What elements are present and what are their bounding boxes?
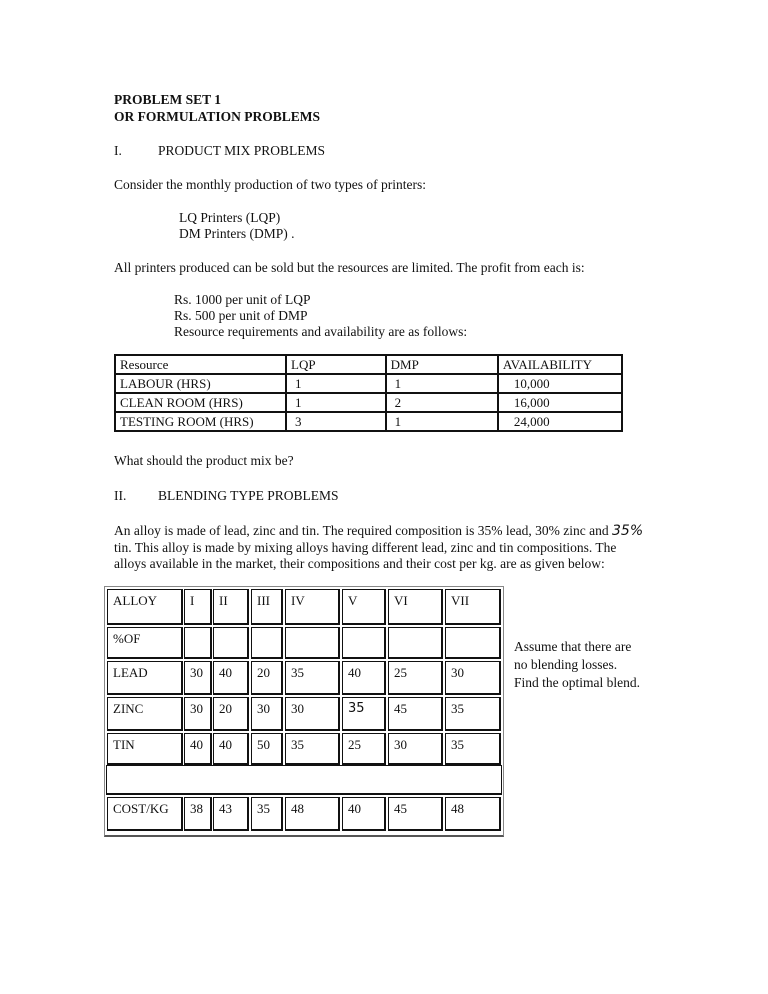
alloy-header-cell: ALLOY [107, 589, 183, 625]
resource-table [114, 354, 623, 432]
blank-row [106, 765, 502, 795]
alloy-cost-cell: 38 [184, 797, 212, 831]
table-header-cell: Resource [115, 355, 286, 374]
alloy-header-cell: I [184, 589, 212, 625]
alloy-cell: 40 [184, 733, 212, 765]
paragraph-emphasis: 35% [612, 523, 644, 539]
alloy-header-cell: IV [285, 589, 340, 625]
alloy-header-cell: II [213, 589, 249, 625]
alloy-row-label: COST/KG [107, 797, 183, 831]
resource-intro: Resource requirements and availability are as follows: [174, 324, 468, 339]
alloy-cost-cell: 43 [213, 797, 249, 831]
alloy-cell: 30 [251, 697, 283, 731]
alloy-header-cell: VII [445, 589, 501, 625]
printer-lqp: LQ Printers (LQP) [179, 210, 281, 225]
note-line3: Find the optimal blend. [514, 675, 640, 690]
table-cell: TESTING ROOM (HRS) [115, 412, 286, 431]
page-subtitle: OR FORMULATION PROBLEMS [114, 109, 321, 124]
empty-cell [285, 627, 340, 659]
pct-of-label: %OF [107, 627, 183, 659]
alloy-cell: 35 [285, 733, 340, 765]
section2-numeral: II. [114, 488, 127, 503]
alloy-cost-cell: 35 [251, 797, 283, 831]
profit-dmp: Rs. 500 per unit of DMP [174, 308, 308, 323]
alloy-cell: 30 [285, 697, 340, 731]
alloy-row-label: ZINC [107, 697, 183, 731]
table-cell: CLEAN ROOM (HRS) [115, 393, 286, 412]
table-cell: 16,000 [498, 393, 622, 412]
table-cell: 2 [386, 393, 498, 412]
alloy-header-cell: III [251, 589, 283, 625]
alloy-header-cell: V [342, 589, 386, 625]
table-header-cell: LQP [286, 355, 386, 374]
alloy-cell: 30 [445, 661, 501, 695]
alloy-cell: 40 [213, 661, 249, 695]
alloy-cell: 40 [213, 733, 249, 765]
alloy-cost-cell: 48 [445, 797, 501, 831]
alloy-cost-cell: 48 [285, 797, 340, 831]
alloy-cell: 35 [445, 697, 501, 731]
alloy-cell: 25 [388, 661, 443, 695]
table-row [115, 412, 622, 431]
section2-paragraph-line1 [114, 523, 643, 539]
empty-cell [213, 627, 249, 659]
empty-cell [342, 627, 386, 659]
alloy-cell: 30 [388, 733, 443, 765]
alloy-cell: 20 [213, 697, 249, 731]
empty-cell [445, 627, 501, 659]
alloy-cost-cell: 45 [388, 797, 443, 831]
alloy-cell: 25 [342, 733, 386, 765]
section1-constraint-text: All printers produced can be sold but the resources are limited. The profit from each is: [114, 260, 585, 275]
table-header-cell: DMP [386, 355, 498, 374]
table-cell: LABOUR (HRS) [115, 374, 286, 393]
table-cell: 1 [286, 393, 386, 412]
alloy-cell: 20 [251, 661, 283, 695]
alloy-cell: 35 [445, 733, 501, 765]
empty-cell [184, 627, 212, 659]
table-cell: 1 [386, 412, 498, 431]
section1-intro: Consider the monthly production of two types of printers: [114, 177, 426, 192]
section2-paragraph-line2: tin. This alloy is made by mixing alloys having different lead, zinc and tin compositions. The [114, 540, 617, 555]
alloy-row-label: TIN [107, 733, 183, 765]
section1-heading: PRODUCT MIX PROBLEMS [158, 143, 326, 158]
table-cell: 1 [286, 374, 386, 393]
table-header-cell: AVAILABILITY [498, 355, 622, 374]
alloy-cell: 50 [251, 733, 283, 765]
section1-numeral: I. [114, 143, 122, 158]
page-title: PROBLEM SET 1 [114, 92, 222, 107]
section2-paragraph-line3: alloys available in the market, their compositions and their cost per kg. are as given below: [114, 556, 605, 571]
section2-heading: BLENDING TYPE PROBLEMS [158, 488, 339, 503]
table-cell: 24,000 [498, 412, 622, 431]
note-line2: no blending losses. [514, 657, 618, 672]
table-cell: 10,000 [498, 374, 622, 393]
empty-cell [251, 627, 283, 659]
alloy-cell: 45 [388, 697, 443, 731]
note-line1: Assume that there are [514, 639, 632, 654]
alloy-cell: 30 [184, 661, 212, 695]
alloy-cell: 30 [184, 697, 212, 731]
table-header-row [115, 355, 622, 374]
table-row [115, 374, 622, 393]
alloy-cell: 35 [342, 697, 386, 731]
alloy-cell: 35 [285, 661, 340, 695]
table-cell: 1 [386, 374, 498, 393]
profit-lqp: Rs. 1000 per unit of LQP [174, 292, 311, 307]
section1-question: What should the product mix be? [114, 453, 294, 468]
paragraph-text: An alloy is made of lead, zinc and tin. The required composition is 35% lead, 30% zinc and [114, 523, 612, 538]
table-row [115, 393, 622, 412]
empty-cell [388, 627, 443, 659]
printer-dmp: DM Printers (DMP) . [179, 226, 295, 241]
alloy-header-cell: VI [388, 589, 443, 625]
alloy-row-label: LEAD [107, 661, 183, 695]
table-cell: 3 [286, 412, 386, 431]
alloy-table [104, 586, 504, 837]
alloy-cell: 40 [342, 661, 386, 695]
alloy-cost-cell: 40 [342, 797, 386, 831]
